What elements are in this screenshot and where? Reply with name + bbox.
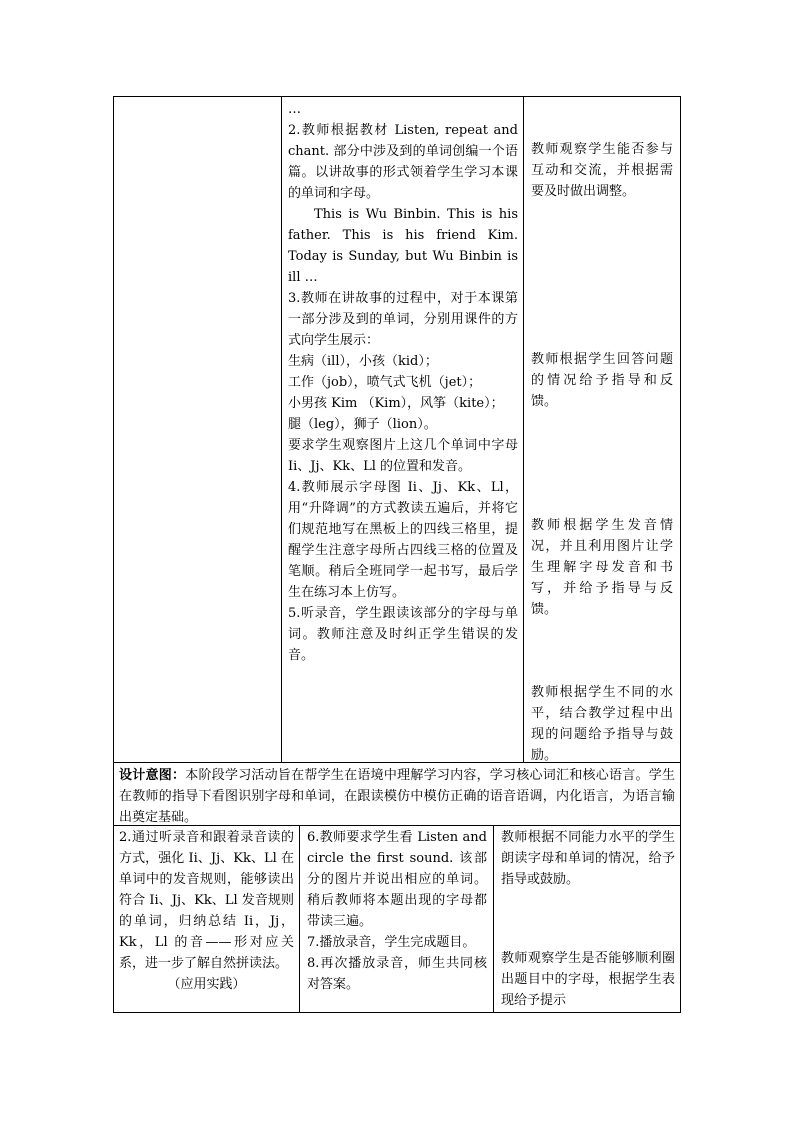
table-border bbox=[493, 825, 494, 1013]
table-border bbox=[113, 1012, 681, 1013]
design-intent-label: 设计意图： bbox=[119, 768, 186, 783]
vocab-line-3: 小男孩 Kim （Kim），风筝（kite）； bbox=[288, 396, 504, 411]
assessment-2: 教师根据学生回答问题的情况给予指导和反馈。 bbox=[531, 352, 673, 409]
design-intent bbox=[119, 765, 675, 828]
vocab-line-2: 工作（job），喷气式飞机（jet）； bbox=[288, 375, 482, 390]
objective-text: 2.通过听录音和跟着录音读的方式，强化 Ii、Jj、Kk、Ll 在单词中的发音规则，能够读出符合 Ii、Jj、Kk、Ll 发音规则的单词，归纳总结 Ii，Jj，Kk，Ll 的音——形对应关系，进一步了解自然拼读法。 bbox=[119, 830, 294, 971]
assessment-5: 教师根据不同能力水平的学生朗读字母和单词的情况，给予指导或鼓励。 bbox=[501, 830, 675, 887]
activity-cell-2 bbox=[307, 827, 487, 995]
table-border bbox=[113, 96, 114, 1013]
design-intent-text: 本阶段学习活动旨在帮学生在语境中理解学习内容，学习核心词汇和核心语言。学生在教师的指导下看图识别字母和单词，在跟读模仿中模仿正确的语音语调，内化语言，为语言输出奠定基础。 bbox=[119, 768, 675, 825]
table-border bbox=[113, 96, 681, 97]
vocab-line-1: 生病（ill），小孩（kid）； bbox=[288, 354, 438, 369]
table-border bbox=[523, 96, 524, 763]
table-border bbox=[299, 825, 300, 1013]
story-text: This is Wu Binbin. This is his father. This is his friend Kim. Today is Sunday, but Wu Binbin is ill … bbox=[288, 207, 518, 285]
vocab-line-4: 腿（leg），狮子（lion）。 bbox=[288, 417, 437, 432]
objective-note: （应用实践） bbox=[167, 977, 246, 992]
step-7-text: 7.播放录音，学生完成题目。 bbox=[307, 935, 476, 950]
step-5-text: 5.听录音，学生跟读该部分的字母与单词。教师注意及时纠正学生错误的发音。 bbox=[288, 606, 518, 663]
table-border bbox=[281, 96, 282, 763]
step-6-text: 6.教师要求学生看 Listen and circle the first sound. 该部分的图片并说出相应的单词。稍后教师将本题出现的字母都带读三遍。 bbox=[307, 830, 487, 929]
observe-text: 要求学生观察图片上这几个单词中字母 Ii、Jj、Kk、Ll 的位置和发音。 bbox=[288, 438, 518, 474]
step-8-text: 8.再次播放录音，师生共同核对答案。 bbox=[307, 956, 487, 992]
objective-cell bbox=[119, 827, 294, 995]
step-4-text: 4.教师展示字母图 Ii、Jj、Kk、Ll，用“升降调”的方式教读五遍后，并将它们规范地写在黑板上的四线三格里，提醒学生注意字母所占四线三格的位置及笔顺。稍后全班同学一起书写，最后学生在练习本上仿写。 bbox=[288, 480, 518, 600]
step-3-text: 3.教师在讲故事的过程中，对于本课第一部分涉及到的单词，分别用课件的方式向学生展示： bbox=[288, 291, 518, 348]
ellipsis-text: … bbox=[288, 102, 301, 117]
assessment-6: 教师观察学生是否能够顺利圈出题目中的字母，根据学生表现给予提示 bbox=[501, 951, 675, 1008]
assessment-3: 教师根据学生发音情况，并且利用图片让学生理解字母发音和书写，并给予指导与反馈。 bbox=[531, 518, 673, 617]
table-border bbox=[680, 96, 681, 1013]
step-2-text: 2.教师根据教材 Listen, repeat and chant. 部分中涉及到的单词创编一个语篇。以讲故事的形式领着学生学习本课的单词和字母。 bbox=[288, 123, 518, 201]
assessment-4: 教师根据学生不同的水平，结合教学过程中出现的问题给予指导与鼓励。 bbox=[531, 685, 673, 763]
assessment-1: 教师观察学生能否参与互动和交流，并根据需要及时做出调整。 bbox=[531, 142, 673, 199]
activity-cell bbox=[288, 99, 518, 666]
